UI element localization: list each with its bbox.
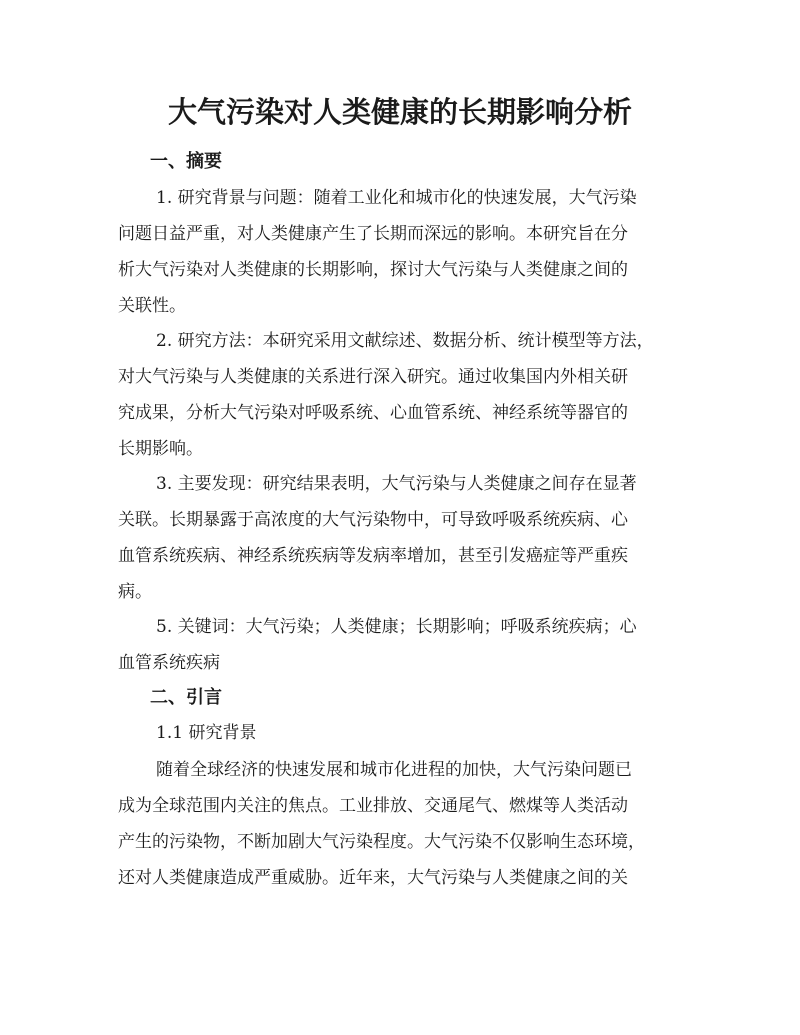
section-heading-abstract: 一、摘要 [150,151,222,172]
paragraph-line: 血管系统疾病、神经系统疾病等发病率增加，甚至引发癌症等严重疾 [118,546,628,566]
document-title: 大气污染对人类健康的长期影响分析 [167,95,632,129]
abstract-item-background [118,180,688,324]
paragraph-line: 析大气污染对人类健康的长期影响，探讨大气污染与人类健康之间的 [118,260,628,280]
abstract-item-methods [118,323,688,467]
section-heading-introduction: 二、引言 [150,687,222,708]
paragraph-line: 血管系统疾病 [118,653,220,673]
paragraph-line: 长期影响。 [118,439,203,459]
paragraph-line: 问题日益严重，对人类健康产生了长期而深远的影响。本研究旨在分 [118,224,628,244]
paragraph-line: 1. 研究背景与问题：随着工业化和城市化的快速发展，大气污染 [156,188,637,208]
paragraph-line: 还对人类健康造成严重威胁。近年来，大气污染与人类健康之间的关 [118,868,628,888]
paragraph-line: 随着全球经济的快速发展和城市化进程的加快，大气污染问题已 [156,760,632,780]
subsection-heading-background: 1.1 研究背景 [156,723,257,743]
paragraph-line: 3. 主要发现：研究结果表明，大气污染与人类健康之间存在显著 [156,474,637,494]
paragraph-line: 关联。长期暴露于高浓度的大气污染物中，可导致呼吸系统疾病、心 [118,510,628,530]
paragraph-line: 关联性。 [118,296,186,316]
paragraph-line: 2. 研究方法：本研究采用文献综述、数据分析、统计模型等方法， [156,331,654,351]
introduction-paragraph [118,752,688,896]
abstract-item-findings [118,466,688,610]
paragraph-line: 成为全球范围内关注的焦点。工业排放、交通尾气、燃煤等人类活动 [118,796,628,816]
paragraph-line: 对大气污染与人类健康的关系进行深入研究。通过收集国内外相关研 [118,367,628,387]
paragraph-line: 究成果，分析大气污染对呼吸系统、心血管系统、神经系统等器官的 [118,403,628,423]
paragraph-line: 病。 [118,582,152,602]
abstract-item-keywords [118,609,688,681]
paragraph-line: 5. 关键词：大气污染；人类健康；长期影响；呼吸系统疾病；心 [156,617,637,637]
paragraph-line: 产生的污染物，不断加剧大气污染程度。大气污染不仅影响生态环境， [118,832,645,852]
